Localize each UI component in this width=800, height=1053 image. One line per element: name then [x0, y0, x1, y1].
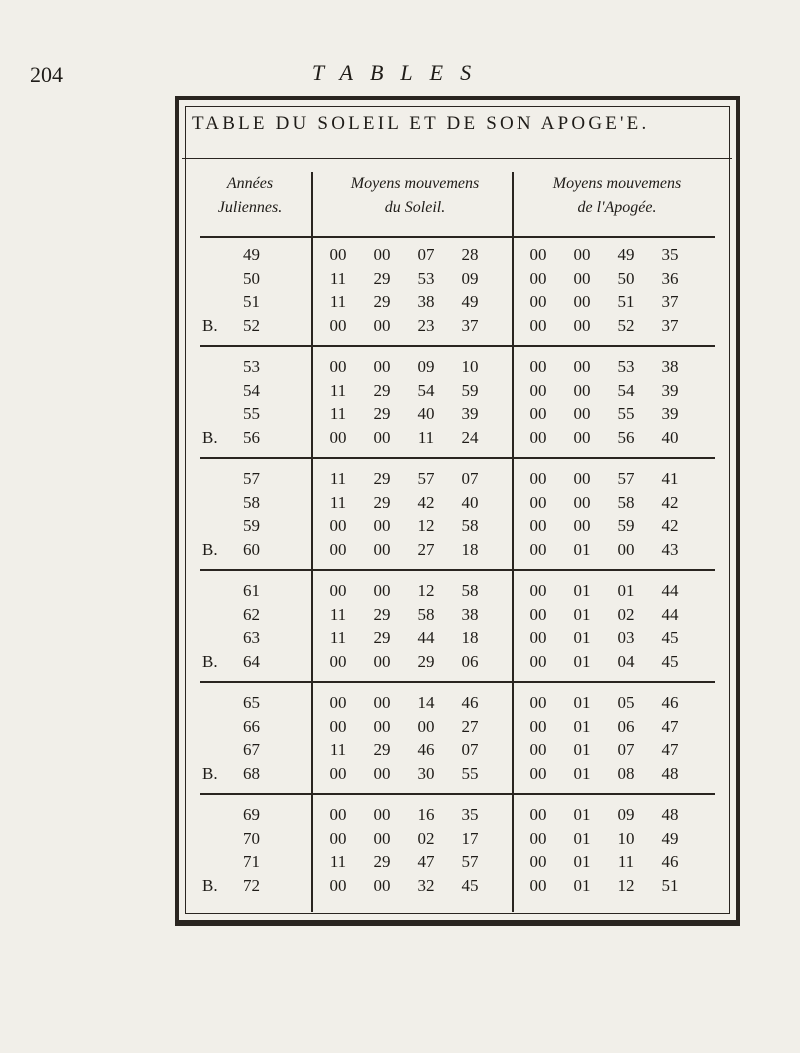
apogee-value-cell: 00 [529, 292, 547, 311]
sun-value-cell: 07 [461, 740, 479, 759]
year-cell: 66 [243, 716, 260, 736]
apogee-value-cell: 58 [617, 492, 635, 512]
apogee-value-cell: 00 [573, 516, 591, 535]
column-header-years [195, 172, 305, 220]
apogee-value-cell: 43 [661, 539, 679, 559]
page-number: 204 [30, 62, 63, 87]
sun-value-cell: 30 [417, 763, 435, 783]
sun-value-cell: 29 [373, 492, 391, 512]
sun-value-cell: 24 [461, 427, 479, 447]
sun-value-cell: 37 [461, 315, 479, 335]
sun-value-cell: 18 [461, 628, 479, 647]
apogee-value-cell: 01 [573, 763, 591, 783]
apogee-value-cell: 00 [573, 292, 591, 311]
sun-value-cell: 11 [329, 380, 347, 400]
apogee-value-cell: 00 [573, 315, 591, 335]
apogee-value-cell: 00 [529, 427, 547, 447]
sun-value-cell: 11 [329, 492, 347, 512]
apogee-value-cell: 47 [661, 716, 679, 736]
apogee-value-cell: 00 [529, 404, 547, 423]
year-cell: 69 [243, 805, 260, 824]
sun-value-cell: 00 [373, 581, 391, 600]
bissextile-marker: B. [202, 315, 218, 335]
sun-value-cell: 29 [373, 292, 391, 311]
group-rule [200, 569, 715, 571]
apogee-value-cell: 00 [529, 805, 547, 824]
apogee-value-cell: 48 [661, 763, 679, 783]
apogee-value-cell: 49 [617, 245, 635, 264]
sun-value-cell: 29 [373, 852, 391, 871]
sun-value-cell: 00 [329, 875, 347, 895]
sun-value-cell: 29 [373, 404, 391, 423]
sun-value-cell: 00 [373, 716, 391, 736]
year-cell: 70 [243, 828, 260, 848]
year-cell: 65 [243, 693, 260, 712]
apogee-value-cell: 00 [573, 380, 591, 400]
apogee-value-cell: 01 [617, 581, 635, 600]
sun-value-cell: 14 [417, 693, 435, 712]
apogee-value-cell: 12 [617, 875, 635, 895]
apogee-value-cell: 00 [529, 604, 547, 624]
sun-value-cell: 00 [329, 357, 347, 376]
apogee-value-cell: 37 [661, 315, 679, 335]
column-header-years-line2: Juliennes. [217, 199, 283, 216]
year-cell: 72 [243, 875, 260, 895]
year-cell: 55 [243, 404, 260, 423]
sun-value-cell: 00 [373, 651, 391, 671]
apogee-value-cell: 01 [573, 693, 591, 712]
sun-value-cell: 00 [329, 315, 347, 335]
apogee-value-cell: 00 [529, 245, 547, 264]
year-cell: 52 [243, 315, 260, 335]
sun-value-cell: 00 [373, 693, 391, 712]
year-cell: 49 [243, 245, 260, 264]
apogee-value-cell: 35 [661, 245, 679, 264]
sun-value-cell: 00 [373, 516, 391, 535]
apogee-value-cell: 00 [529, 628, 547, 647]
sun-value-cell: 11 [329, 628, 347, 647]
apogee-value-cell: 00 [529, 763, 547, 783]
sun-value-cell: 00 [329, 693, 347, 712]
year-cell: 57 [243, 469, 260, 488]
apogee-value-cell: 42 [661, 492, 679, 512]
year-cell: 51 [243, 292, 260, 311]
sun-value-cell: 54 [417, 380, 435, 400]
apogee-value-cell: 41 [661, 469, 679, 488]
sun-value-cell: 55 [461, 763, 479, 783]
sun-value-cell: 23 [417, 315, 435, 335]
sun-value-cell: 57 [417, 469, 435, 488]
apogee-value-cell: 00 [573, 427, 591, 447]
sun-value-cell: 11 [329, 292, 347, 311]
sun-value-cell: 17 [461, 828, 479, 848]
apogee-value-cell: 47 [661, 740, 679, 759]
apogee-value-cell: 00 [529, 492, 547, 512]
sun-value-cell: 00 [373, 427, 391, 447]
sun-value-cell: 58 [461, 581, 479, 600]
sun-value-cell: 00 [373, 875, 391, 895]
sun-value-cell: 40 [461, 492, 479, 512]
column-header-years-line1: Années [226, 175, 274, 192]
apogee-value-cell: 45 [661, 651, 679, 671]
sun-value-cell: 00 [329, 245, 347, 264]
apogee-value-cell: 00 [529, 828, 547, 848]
column-divider-1 [311, 172, 313, 912]
sun-value-cell: 00 [417, 716, 435, 736]
apogee-value-cell: 00 [529, 380, 547, 400]
sun-value-cell: 47 [417, 852, 435, 871]
apogee-value-cell: 00 [529, 315, 547, 335]
sun-value-cell: 00 [373, 315, 391, 335]
apogee-value-cell: 57 [617, 469, 635, 488]
sun-value-cell: 06 [461, 651, 479, 671]
sun-value-cell: 46 [417, 740, 435, 759]
apogee-value-cell: 51 [661, 875, 679, 895]
apogee-value-cell: 40 [661, 427, 679, 447]
sun-value-cell: 46 [461, 693, 479, 712]
sun-value-cell: 11 [329, 852, 347, 871]
apogee-value-cell: 00 [529, 357, 547, 376]
apogee-value-cell: 48 [661, 805, 679, 824]
apogee-value-cell: 46 [661, 852, 679, 871]
apogee-value-cell: 46 [661, 693, 679, 712]
apogee-value-cell: 39 [661, 380, 679, 400]
year-cell: 53 [243, 357, 260, 376]
apogee-value-cell: 59 [617, 516, 635, 535]
apogee-value-cell: 08 [617, 763, 635, 783]
sun-value-cell: 29 [373, 380, 391, 400]
apogee-value-cell: 02 [617, 604, 635, 624]
sun-value-cell: 42 [417, 492, 435, 512]
sun-value-cell: 53 [417, 268, 435, 288]
sun-value-cell: 00 [329, 828, 347, 848]
apogee-value-cell: 00 [529, 581, 547, 600]
sun-value-cell: 16 [417, 805, 435, 824]
sun-value-cell: 00 [373, 245, 391, 264]
apogee-value-cell: 00 [573, 469, 591, 488]
sun-value-cell: 29 [373, 469, 391, 488]
sun-value-cell: 07 [417, 245, 435, 264]
apogee-value-cell: 38 [661, 357, 679, 376]
apogee-value-cell: 00 [573, 404, 591, 423]
sun-value-cell: 00 [329, 581, 347, 600]
sun-value-cell: 00 [329, 539, 347, 559]
sun-value-cell: 11 [329, 740, 347, 759]
sun-value-cell: 11 [329, 604, 347, 624]
apogee-value-cell: 45 [661, 628, 679, 647]
sun-value-cell: 00 [329, 427, 347, 447]
bissextile-marker: B. [202, 427, 218, 447]
sun-value-cell: 58 [461, 516, 479, 535]
bissextile-marker: B. [202, 763, 218, 783]
apogee-value-cell: 00 [529, 740, 547, 759]
apogee-value-cell: 39 [661, 404, 679, 423]
apogee-value-cell: 01 [573, 740, 591, 759]
bissextile-marker: B. [202, 651, 218, 671]
apogee-value-cell: 00 [573, 492, 591, 512]
apogee-value-cell: 00 [573, 357, 591, 376]
column-header-apogee-line2: de l'Apogée. [577, 199, 657, 216]
apogee-value-cell: 01 [573, 716, 591, 736]
sun-value-cell: 35 [461, 805, 479, 824]
sun-value-cell: 00 [329, 763, 347, 783]
apogee-value-cell: 44 [661, 604, 679, 624]
apogee-value-cell: 05 [617, 693, 635, 712]
sun-value-cell: 39 [461, 404, 479, 423]
year-cell: 59 [243, 516, 260, 535]
apogee-value-cell: 00 [617, 539, 635, 559]
apogee-value-cell: 36 [661, 268, 679, 288]
apogee-value-cell: 00 [529, 852, 547, 871]
group-rule [200, 681, 715, 683]
sun-value-cell: 12 [417, 581, 435, 600]
sun-value-cell: 29 [373, 628, 391, 647]
sun-value-cell: 27 [461, 716, 479, 736]
sun-value-cell: 18 [461, 539, 479, 559]
bissextile-marker: B. [202, 539, 218, 559]
apogee-value-cell: 44 [661, 581, 679, 600]
sun-value-cell: 59 [461, 380, 479, 400]
apogee-value-cell: 54 [617, 380, 635, 400]
apogee-value-cell: 04 [617, 651, 635, 671]
column-header-apogee [512, 172, 722, 220]
sun-value-cell: 57 [461, 852, 479, 871]
sun-value-cell: 11 [417, 427, 435, 447]
table-title: TABLE DU SOLEIL ET DE SON APOGE'E. [192, 113, 650, 134]
apogee-value-cell: 06 [617, 716, 635, 736]
sun-value-cell: 49 [461, 292, 479, 311]
sun-value-cell: 29 [373, 268, 391, 288]
apogee-value-cell: 51 [617, 292, 635, 311]
sun-value-cell: 28 [461, 245, 479, 264]
sun-value-cell: 00 [373, 763, 391, 783]
column-header-sun [315, 172, 515, 220]
apogee-value-cell: 00 [529, 693, 547, 712]
sun-value-cell: 00 [329, 651, 347, 671]
column-header-apogee-line1: Moyens mouvemens [552, 175, 682, 192]
sun-value-cell: 29 [417, 651, 435, 671]
year-cell: 62 [243, 604, 260, 624]
apogee-value-cell: 37 [661, 292, 679, 311]
apogee-value-cell: 00 [529, 268, 547, 288]
column-divider-2 [512, 172, 514, 912]
apogee-value-cell: 00 [573, 268, 591, 288]
year-cell: 54 [243, 380, 260, 400]
sun-value-cell: 00 [329, 805, 347, 824]
year-cell: 60 [243, 539, 260, 559]
header-rule [200, 236, 715, 238]
year-cell: 68 [243, 763, 260, 783]
apogee-value-cell: 00 [529, 651, 547, 671]
apogee-value-cell: 09 [617, 805, 635, 824]
apogee-value-cell: 10 [617, 828, 635, 848]
sun-value-cell: 00 [373, 828, 391, 848]
apogee-value-cell: 01 [573, 852, 591, 871]
group-rule [200, 345, 715, 347]
sun-value-cell: 09 [417, 357, 435, 376]
apogee-value-cell: 01 [573, 875, 591, 895]
sun-value-cell: 38 [417, 292, 435, 311]
sun-value-cell: 00 [329, 716, 347, 736]
sun-value-cell: 11 [329, 469, 347, 488]
apogee-value-cell: 01 [573, 604, 591, 624]
year-cell: 56 [243, 427, 260, 447]
sun-value-cell: 27 [417, 539, 435, 559]
column-header-sun-line2: du Soleil. [384, 199, 446, 216]
bissextile-marker: B. [202, 875, 218, 895]
apogee-value-cell: 49 [661, 828, 679, 848]
sun-value-cell: 00 [329, 516, 347, 535]
group-rule [200, 457, 715, 459]
apogee-value-cell: 00 [529, 716, 547, 736]
sun-value-cell: 00 [373, 805, 391, 824]
sun-value-cell: 00 [373, 357, 391, 376]
year-cell: 67 [243, 740, 260, 759]
apogee-value-cell: 00 [573, 245, 591, 264]
apogee-value-cell: 42 [661, 516, 679, 535]
sun-value-cell: 02 [417, 828, 435, 848]
apogee-value-cell: 53 [617, 357, 635, 376]
apogee-value-cell: 07 [617, 740, 635, 759]
sun-value-cell: 38 [461, 604, 479, 624]
group-rule [200, 793, 715, 795]
apogee-value-cell: 52 [617, 315, 635, 335]
year-cell: 63 [243, 628, 260, 647]
column-header-sun-line1: Moyens mouvemens [350, 175, 480, 192]
sun-value-cell: 12 [417, 516, 435, 535]
apogee-value-cell: 01 [573, 628, 591, 647]
apogee-value-cell: 00 [529, 516, 547, 535]
sun-value-cell: 07 [461, 469, 479, 488]
apogee-value-cell: 01 [573, 651, 591, 671]
apogee-value-cell: 01 [573, 805, 591, 824]
sun-value-cell: 11 [329, 404, 347, 423]
year-cell: 50 [243, 268, 260, 288]
sun-value-cell: 11 [329, 268, 347, 288]
title-rule [182, 158, 732, 159]
sun-value-cell: 00 [373, 539, 391, 559]
apogee-value-cell: 11 [617, 852, 635, 871]
apogee-value-cell: 00 [529, 875, 547, 895]
sun-value-cell: 45 [461, 875, 479, 895]
apogee-value-cell: 55 [617, 404, 635, 423]
running-head: TABLES [311, 60, 489, 85]
apogee-value-cell: 01 [573, 539, 591, 559]
apogee-value-cell: 01 [573, 828, 591, 848]
apogee-value-cell: 01 [573, 581, 591, 600]
apogee-value-cell: 50 [617, 268, 635, 288]
sun-value-cell: 10 [461, 357, 479, 376]
sun-value-cell: 29 [373, 604, 391, 624]
sun-value-cell: 09 [461, 268, 479, 288]
sun-value-cell: 40 [417, 404, 435, 423]
sun-value-cell: 32 [417, 875, 435, 895]
sun-value-cell: 29 [373, 740, 391, 759]
year-cell: 71 [243, 852, 260, 871]
year-cell: 58 [243, 492, 260, 512]
apogee-value-cell: 03 [617, 628, 635, 647]
apogee-value-cell: 00 [529, 469, 547, 488]
apogee-value-cell: 56 [617, 427, 635, 447]
year-cell: 61 [243, 581, 260, 600]
apogee-value-cell: 00 [529, 539, 547, 559]
sun-value-cell: 44 [417, 628, 435, 647]
year-cell: 64 [243, 651, 260, 671]
sun-value-cell: 58 [417, 604, 435, 624]
